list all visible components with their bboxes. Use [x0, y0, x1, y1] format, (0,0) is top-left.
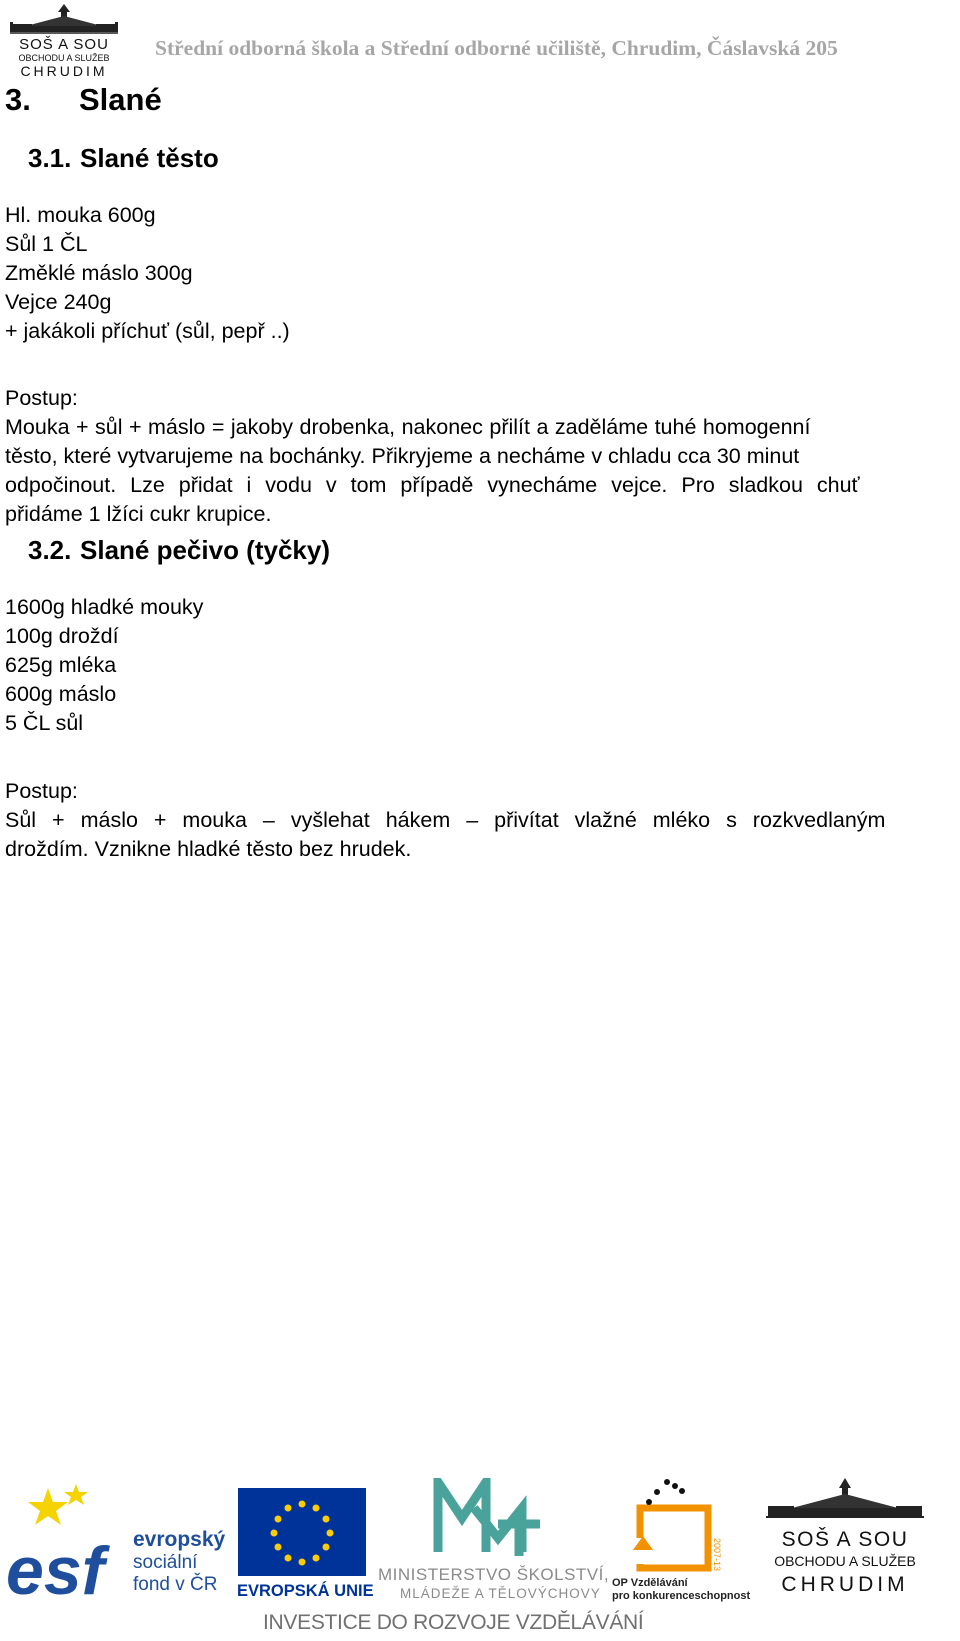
op-years: 2007-13: [712, 1538, 722, 1572]
recipe-2-procedure: [5, 777, 955, 864]
procedure-line: těsto, které vytvarujeme na bochánky. Přikryjeme a necháme v chladu cca 30 minut: [5, 444, 800, 468]
msmt-text-line2: MLÁDEŽE A TĚLOVÝCHOVY: [400, 1586, 601, 1601]
op-logo: [612, 1479, 750, 1602]
ingredient-line: 1600g hladké mouky: [5, 595, 204, 619]
sos-text-line3: CHRUDIM: [781, 1573, 909, 1596]
recipe-2-heading: [28, 533, 330, 567]
procedure-line: přidáme 1 lžíci cukr krupice.: [5, 502, 272, 526]
procedure-line: Sůl + máslo + mouka – vyšlehat hákem – přivítat vlažné mléko s rozkvedlaným: [5, 808, 886, 832]
section-number: 3.: [5, 82, 31, 117]
recipe-1-heading: [28, 141, 219, 175]
school-logo: [8, 2, 120, 80]
ingredient-line: Změklé máslo 300g: [5, 261, 193, 285]
school-building-icon: [8, 2, 120, 80]
procedure-label: Postup:: [5, 779, 78, 803]
ingredient-line: 625g mléka: [5, 653, 117, 677]
school-name-header: Střední odborná škola a Střední odborné učiliště, Chrudim, Čáslavská 205: [155, 36, 838, 60]
eu-logo: [237, 1488, 374, 1600]
ingredient-line: Hl. mouka 600g: [5, 203, 156, 227]
recipe-1-title: Slané těsto: [80, 143, 219, 173]
recipe-1-ingredients: [5, 201, 955, 346]
section-title: Slané: [79, 82, 162, 117]
recipe-2-title: Slané pečivo (tyčky): [80, 535, 330, 565]
footer-caption: INVESTICE DO ROZVOJE VZDĚLÁVÁNÍ: [263, 1611, 644, 1634]
recipe-1-number: 3.1.: [28, 143, 72, 173]
msmt-text-line1: MINISTERSTVO ŠKOLSTVÍ,: [378, 1565, 610, 1584]
procedure-line: Mouka + sůl + máslo = jakoby drobenka, nakonec přilít a zaděláme tuhé homogenní: [5, 415, 811, 439]
ingredient-line: + jakákoli příchuť (sůl, pepř ..): [5, 319, 290, 343]
logo-text-line2: OBCHODU A SLUŽEB: [18, 53, 110, 63]
op-text-line2: pro konkurenceschopnost: [612, 1590, 751, 1602]
ingredient-line: 5 ČL sůl: [5, 711, 84, 735]
recipe-2-ingredients: [5, 593, 955, 738]
recipe-2-number: 3.2.: [28, 535, 72, 565]
logo-text-line3: CHRUDIM: [20, 63, 108, 79]
svg-text:esf: esf: [6, 1533, 105, 1608]
msmt-logo: [378, 1482, 609, 1601]
recipe-1-procedure: [5, 384, 955, 529]
esf-logo: [4, 1484, 226, 1608]
esf-text-line3: fond v ČR: [133, 1574, 218, 1595]
esf-text-line1: evropský: [133, 1528, 226, 1551]
logo-text-line1: SOŠ A SOU: [19, 36, 109, 53]
sos-logo: [766, 1478, 924, 1596]
ingredient-line: Vejce 240g: [5, 290, 112, 314]
ingredient-line: 600g máslo: [5, 682, 117, 706]
ingredient-line: Sůl 1 ČL: [5, 232, 88, 256]
procedure-label: Postup:: [5, 386, 78, 410]
esf-text-line2: sociální: [133, 1552, 198, 1573]
sos-text-line1: SOŠ A SOU: [781, 1528, 909, 1551]
ingredient-line: 100g droždí: [5, 624, 119, 648]
eu-text: EVROPSKÁ UNIE: [237, 1582, 374, 1600]
op-text-line1: OP Vzdělávání: [612, 1577, 688, 1589]
procedure-line: odpočinout. Lze přidat i vodu v tom případě vynecháme vejce. Pro sladkou chuť: [5, 473, 860, 497]
procedure-line: droždím. Vznikne hladké těsto bez hrudek.: [5, 837, 412, 861]
sos-text-line2: OBCHODU A SLUŽEB: [774, 1553, 916, 1569]
section-heading: [5, 80, 162, 120]
